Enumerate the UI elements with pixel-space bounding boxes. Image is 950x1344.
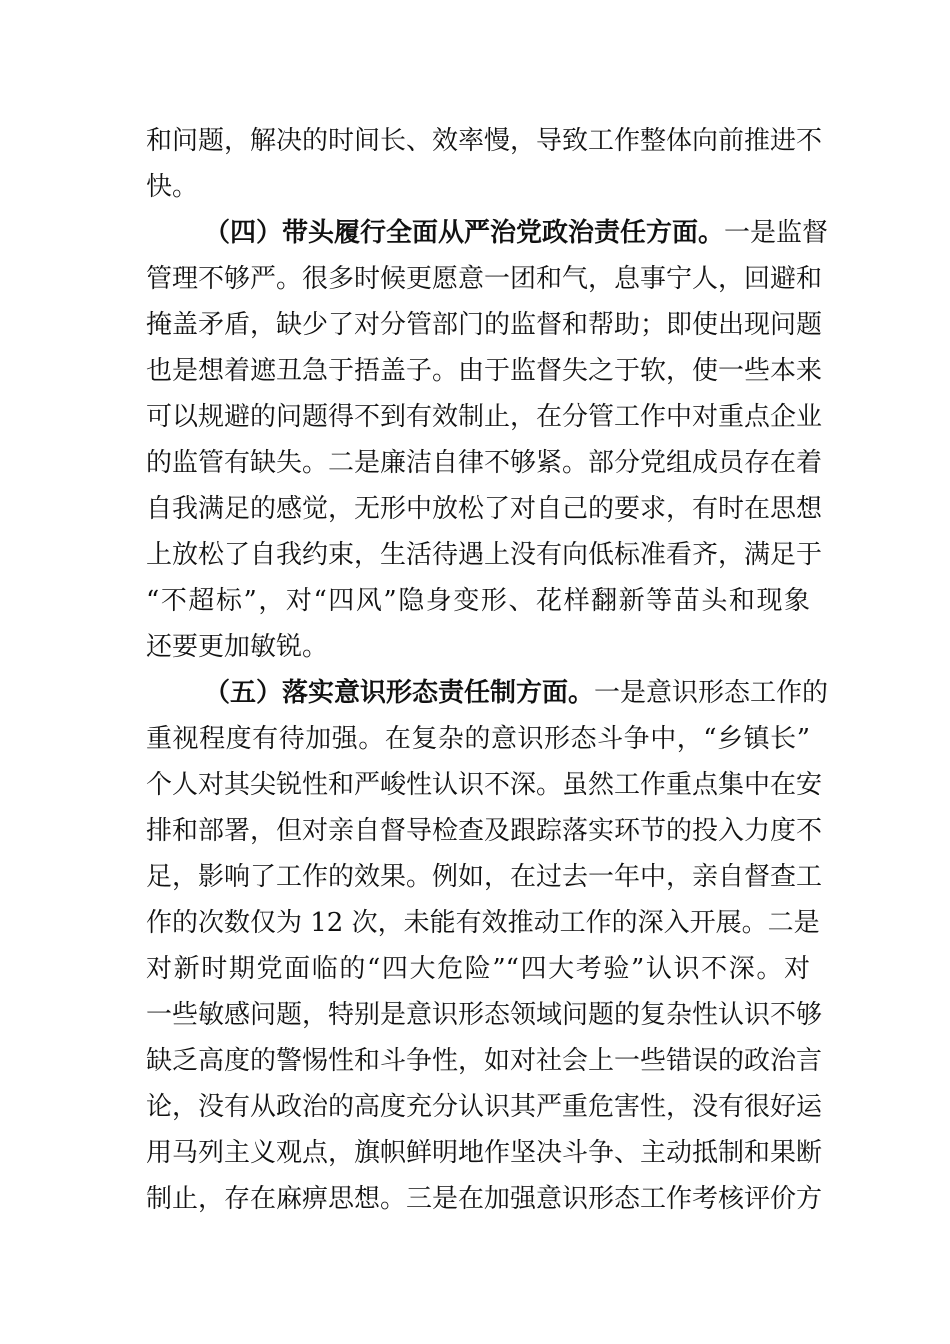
text-line: 上放松了自我约束，生活待遇上没有向低标准看齐，满足于 — [146, 540, 823, 570]
text-line: 快。 — [146, 172, 199, 202]
text-line: 制止，存在麻痹思想。三是在加强意识形态工作考核评价方 — [146, 1184, 823, 1214]
text-line: 的监管有缺失。二是廉洁自律不够紧。部分党组成员存在着 — [146, 448, 823, 478]
text-line: 管理不够严。很多时候更愿意一团和气，息事宁人，回避和 — [146, 264, 823, 294]
text-line: 一些敏感问题，特别是意识形态领域问题的复杂性认识不够 — [146, 1000, 823, 1030]
text-line: 可以规避的问题得不到有效制止，在分管工作中对重点企业 — [146, 402, 823, 432]
text-line: 作的次数仅为 12 次，未能有效推动工作的深入开展。二是 — [146, 908, 820, 938]
text-line: 也是想着遮丑急于捂盖子。由于监督失之于软，使一些本来 — [146, 356, 823, 386]
text-line: 足，影响了工作的效果。例如，在过去一年中，亲自督查工 — [146, 862, 823, 892]
text-line: 论，没有从政治的高度充分认识其严重危害性，没有很好运 — [146, 1092, 823, 1122]
section-text: 一是意识形态工作的 — [594, 678, 829, 708]
section-text: 一是监督 — [724, 218, 829, 248]
section-heading-line — [204, 673, 829, 713]
section-heading-line — [204, 213, 829, 253]
text-line: 还要更加敏锐。 — [146, 632, 329, 662]
text-line: 自我满足的感觉，无形中放松了对自己的要求，有时在思想 — [146, 494, 823, 524]
text-line: 缺乏高度的警惕性和斗争性，如对社会上一些错误的政治言 — [146, 1046, 823, 1076]
text-line: 用马列主义观点，旗帜鲜明地作坚决斗争、主动抵制和果断 — [146, 1138, 823, 1168]
text-line: 对新时期党面临的“四大危险”“四大考验”认识不深。对 — [146, 954, 810, 984]
text-line: 重视程度有待加强。在复杂的意识形态斗争中，“乡镇长” — [146, 724, 810, 754]
text-line: 和问题，解决的时间长、效率慢，导致工作整体向前推进不 — [146, 126, 823, 156]
section-heading: （五）落实意识形态责任制方面。 — [204, 678, 595, 708]
text-line: 排和部署，但对亲自督导检查及跟踪落实环节的投入力度不 — [146, 816, 823, 846]
section-heading: （四）带头履行全面从严治党政治责任方面。 — [204, 218, 725, 248]
text-line: “不超标”，对“四风”隐身变形、花样翻新等苗头和现象 — [146, 586, 810, 616]
text-line: 个人对其尖锐性和严峻性认识不深。虽然工作重点集中在安 — [146, 770, 823, 800]
text-line: 掩盖矛盾，缺少了对分管部门的监督和帮助；即使出现问题 — [146, 310, 823, 340]
